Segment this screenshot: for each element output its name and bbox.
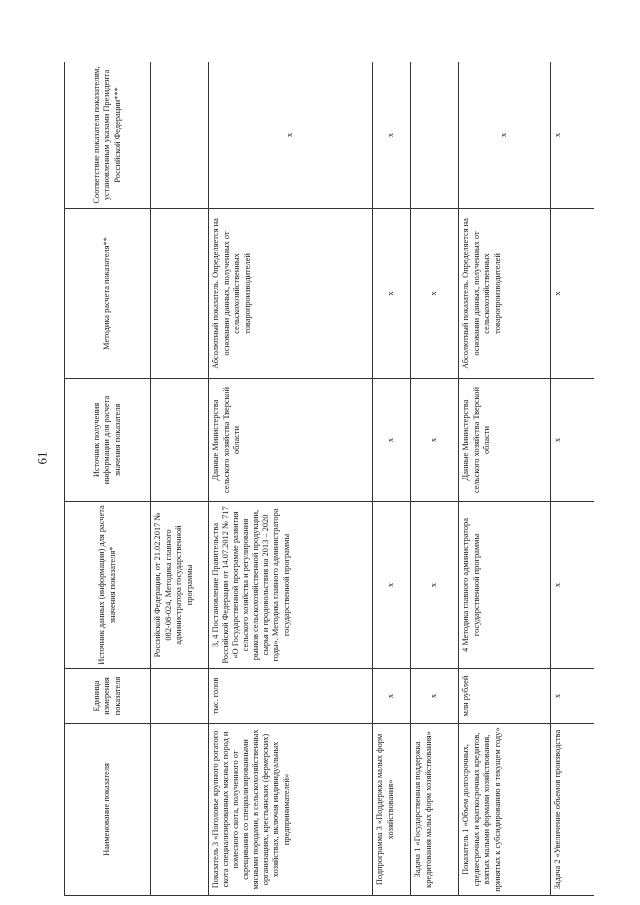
cell-source-data: 3, 4 Постановление Правительства Российской Федерации от 14.07.2012 № 717 «О Государственной программе развития сельского хозяйства и регулирования рынков сельскохозяйственной продукции, сырья и продовольствия на 2013 – 2020 годы». Методика главного администратора государственной программы <box>209 502 373 669</box>
header-name: Наименование показателя <box>65 724 151 896</box>
header-source-data: Источник данных (информации) для расчета значения показателя* <box>65 502 151 669</box>
cell-method: Абсолютный показатель. Определяется на основании данных, полученных от сельскохозяйственных товаропроизводителей <box>459 209 551 379</box>
cell-source-info: Данные Министерства сельского хозяйства Тверской области <box>459 379 551 502</box>
cell-match: x <box>459 62 551 209</box>
cell-source-info <box>151 379 209 502</box>
rotated-page <box>64 62 594 896</box>
cell-method: x <box>411 209 459 379</box>
cell-unit: млн рублей <box>459 669 551 724</box>
cell-match: x <box>209 62 373 209</box>
header-source-info: Источник получения информации для расчета значения показателя <box>65 379 151 502</box>
cell-name: Задача 2 «Увеличение объемов производства <box>551 724 595 896</box>
cell-unit: x <box>551 669 595 724</box>
cell-unit <box>151 669 209 724</box>
cell-source-data: Российской Федерации, от 21.02.2017 № 082-08-024, Методика главного администратора государственной программы <box>151 502 209 669</box>
header-method: Методика расчета показателя** <box>65 209 151 379</box>
table-row <box>209 62 373 896</box>
cell-source-info: x <box>551 379 595 502</box>
cell-source-info: x <box>373 379 411 502</box>
cell-unit: x <box>411 669 459 724</box>
cell-name: Показатель 3 «Поголовье крупного рогатого скота специализированных мясных пород и помесного скота, полученного от скрещивания со специализированными мясными породами, в сельскохозяйственных организациях, крестьянских (фермерских) хозяйствах, включая индивидуальных предпринимателей» <box>209 724 373 896</box>
cell-source-data: x <box>411 502 459 669</box>
cell-source-info: x <box>411 379 459 502</box>
table-row <box>551 62 595 896</box>
header-row <box>65 62 151 896</box>
table-row <box>151 62 209 896</box>
cell-method: x <box>551 209 595 379</box>
cell-unit: тыс. голов <box>209 669 373 724</box>
cell-unit: x <box>373 669 411 724</box>
cell-source-data: x <box>373 502 411 669</box>
table-row <box>373 62 411 896</box>
page-number: 61 <box>34 451 50 465</box>
cell-method: x <box>373 209 411 379</box>
cell-match: x <box>551 62 595 209</box>
cell-source-info: Данные Министерства сельского хозяйства Тверской области <box>209 379 373 502</box>
cell-source-data: 4 Методика главного администратора государственной программы <box>459 502 551 669</box>
table-row <box>411 62 459 896</box>
cell-name: Подпрограмма 3 «Поддержка малых форм хозяйствования» <box>373 724 411 896</box>
indicator-table <box>64 62 594 896</box>
cell-source-data: x <box>551 502 595 669</box>
cell-name <box>151 724 209 896</box>
cell-name: Задача 1 «Государственная поддержка кредитования малых форм хозяйствования» <box>411 724 459 896</box>
cell-match <box>151 62 209 209</box>
cell-method <box>151 209 209 379</box>
table-container <box>64 62 594 896</box>
header-match: Соответствие показателя показателям, установленным указами Президента Российской Федерации*** <box>65 62 151 209</box>
table-row <box>459 62 551 896</box>
cell-match: x <box>373 62 411 209</box>
cell-name: Показатель 1 «Объем долгосрочных, среднесрочных и краткосрочных кредитов, взятых малыми формами хозяйствования, принятых к субсидированию в текущем году» <box>459 724 551 896</box>
cell-method: Абсолютный показатель. Определяется на основании данных, полученных от сельскохозяйственных товаропроизводителей <box>209 209 373 379</box>
header-unit: Единица измерения показателя <box>65 669 151 724</box>
cell-match <box>411 62 459 209</box>
